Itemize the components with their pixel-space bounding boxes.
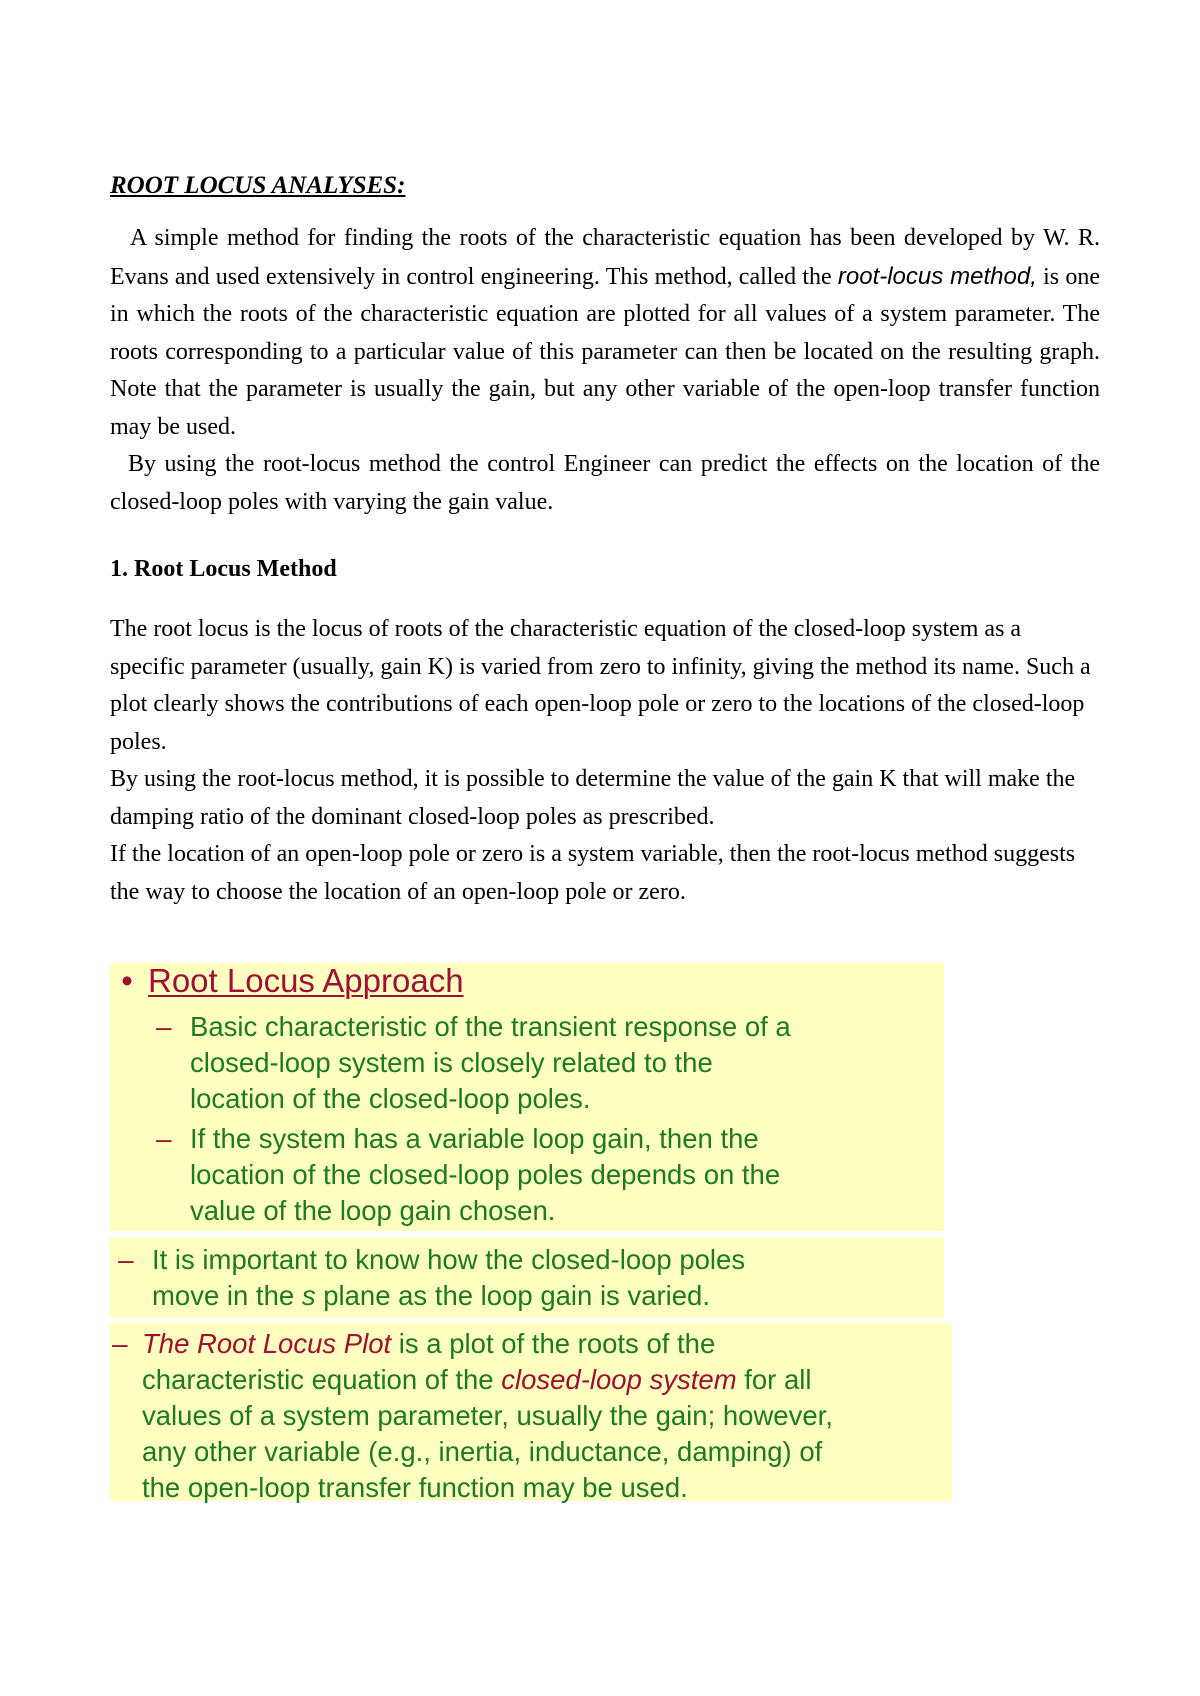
slide2-line-2: [152, 1278, 745, 1314]
intro-p1-after: is one in which the roots of the characteristic equation are plotted for all values of a system parameter. The roots corresponding to a particular value of this parameter can then be located on the resulting graph. Note that the parameter is usually the gain, but any other variable of the open-loop transfer function may be used.: [110, 263, 1100, 440]
intro-paragraph-2: By using the root-locus method the control Engineer can predict the effects on the location of the closed-loop poles with varying the gain value.: [110, 451, 1100, 515]
slide3-line-3: values of a system parameter, usually the gain; however,: [142, 1400, 833, 1431]
slide-item-2-line-3: value of the loop gain chosen.: [190, 1195, 556, 1226]
slide3-line-2: [142, 1362, 833, 1398]
slide-item-1-line-3: location of the closed-loop poles.: [190, 1083, 591, 1114]
slide2-line-2-before: move in the: [152, 1280, 302, 1311]
s-plane-variable: s: [301, 1280, 316, 1311]
slide-item-2: [190, 1121, 780, 1229]
slide-item-2-line-2: location of the closed-loop poles depends on the: [190, 1159, 781, 1190]
document-body: [110, 170, 1100, 911]
slide2-text: [152, 1242, 745, 1314]
dash-icon: –: [156, 1123, 172, 1154]
section-paragraph-2: By using the root-locus method, it is possible to determine the value of the gain K that will make the damping ratio of the dominant closed-loop poles as prescribed.: [110, 766, 1076, 830]
slide-item-1-line-1: Basic characteristic of the transient response of a: [190, 1011, 791, 1042]
section-paragraph-1: The root locus is the locus of roots of the characteristic equation of the closed-loop system as a specific parameter (usually, gain K) is varied from zero to infinity, giving the method its name. Such a plot clearly shows the contributions of each open-loop pole or zero to the locations of the closed-loop poles.: [110, 616, 1091, 755]
dash-icon: –: [112, 1328, 128, 1359]
slide3-line-2-before: characteristic equation of the: [142, 1364, 502, 1395]
slide-item-1-line-2: closed-loop system is closely related to the: [190, 1047, 713, 1078]
slide3-line-1: [142, 1326, 833, 1362]
dash-icon: –: [156, 1011, 172, 1042]
slide3-line-5: the open-loop transfer function may be used.: [142, 1472, 688, 1503]
slide3-line-1-rest: is a plot of the roots of the: [391, 1328, 716, 1359]
dash-icon: –: [118, 1244, 134, 1275]
slide3-line-2-after: for all: [736, 1364, 812, 1395]
slide2-line-1: It is important to know how the closed-loop poles: [152, 1244, 746, 1275]
slide-root-locus-plot: [110, 1323, 952, 1501]
closed-loop-system-term: closed-loop system: [501, 1364, 737, 1395]
slide-closed-loop-poles: [110, 1238, 944, 1318]
slide2-line-2-after: plane as the loop gain is varied.: [315, 1280, 710, 1311]
section-heading: 1. Root Locus Method: [110, 556, 337, 582]
slide-item-2-line-1: If the system has a variable loop gain, then the: [190, 1123, 759, 1154]
section-paragraph-3: If the location of an open-loop pole or zero is a system variable, then the root-locus method suggests the way to choose the location of an open-loop pole or zero.: [110, 841, 1076, 905]
slide-bullet-heading: [110, 963, 464, 999]
slide3-line-4: any other variable (e.g., inertia, inductance, damping) of: [142, 1436, 823, 1467]
slide3-text: [142, 1326, 833, 1506]
root-locus-term: root-locus method,: [837, 262, 1037, 290]
intro-p1-before: A simple method for finding the roots of the characteristic equation has been developed by W. R. Evans and used extensively in control engineering. This method, called the: [110, 225, 1100, 290]
root-locus-plot-term: The Root Locus Plot: [142, 1328, 392, 1359]
slide-title: Root Locus Approach: [148, 962, 464, 999]
slide-item-1: [190, 1009, 791, 1117]
page-title: ROOT LOCUS ANALYSES:: [110, 172, 406, 199]
bullet-icon: •: [121, 962, 133, 999]
slide-root-locus-approach: [110, 963, 944, 1231]
intro-paragraph-1: [110, 220, 1100, 446]
